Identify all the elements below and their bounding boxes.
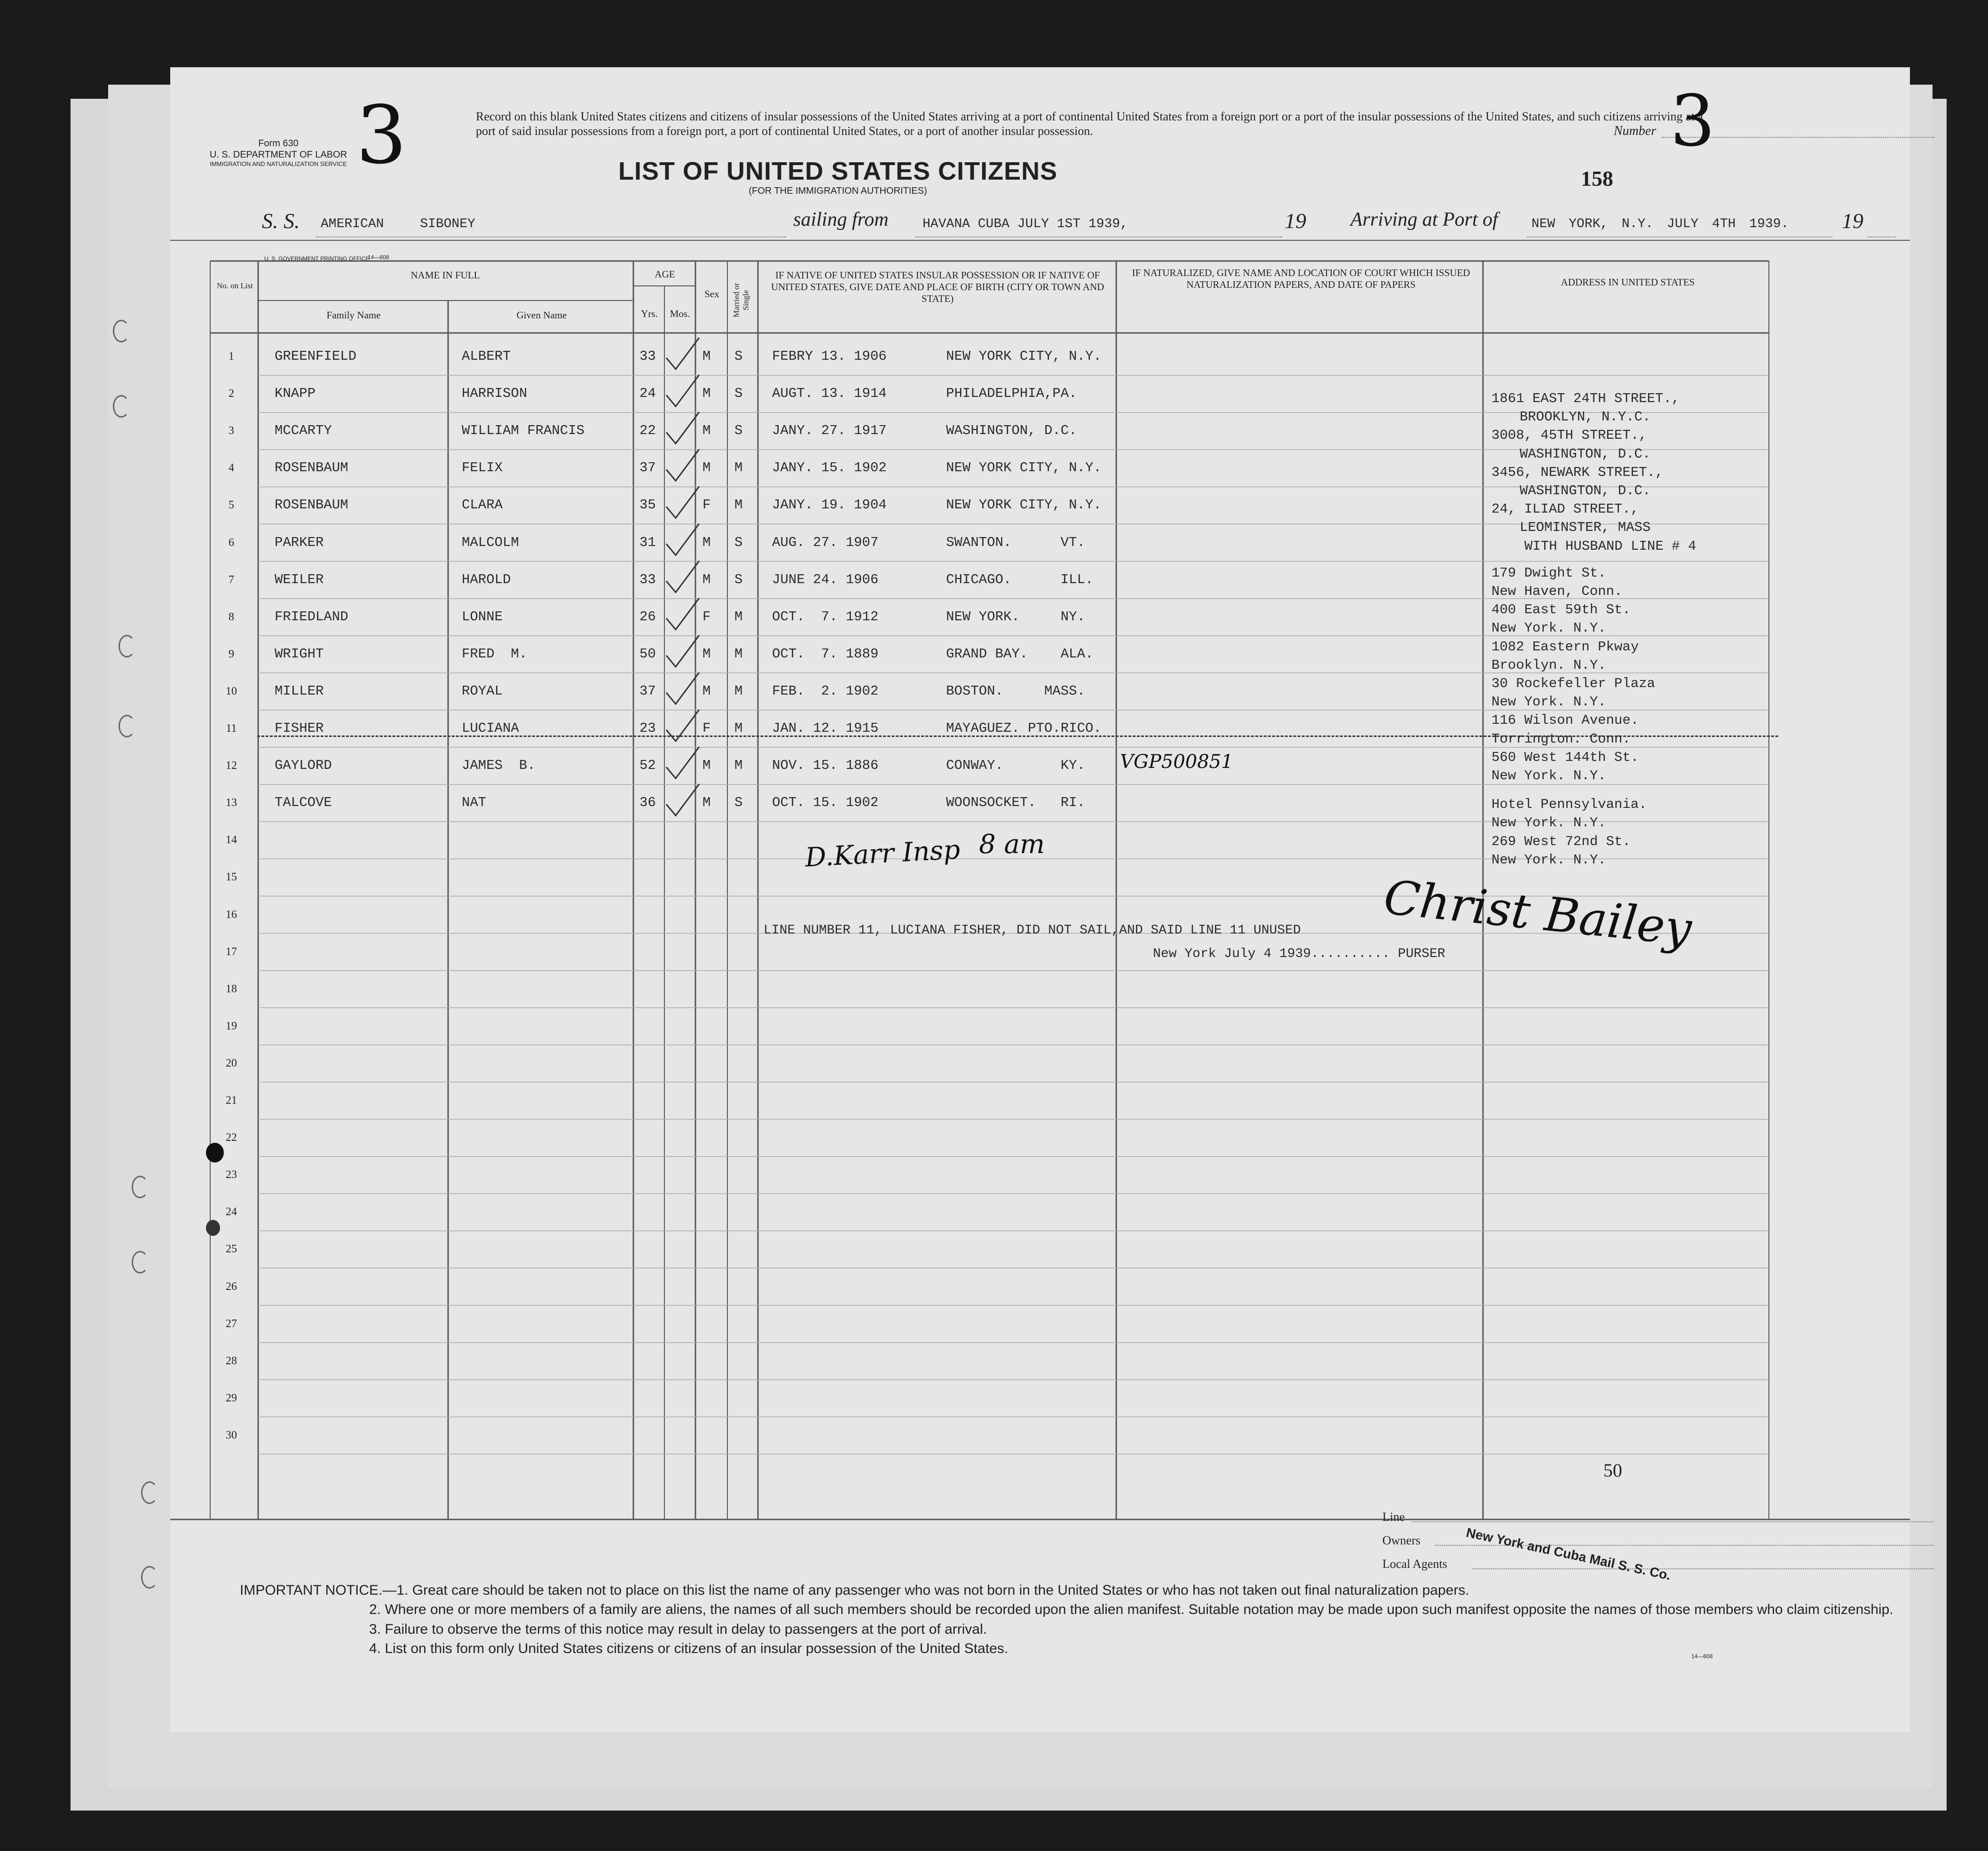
age-years: 26 — [639, 609, 656, 625]
marital-status: M — [734, 646, 743, 662]
form-title: LIST OF UNITED STATES CITIZENS — [618, 157, 1057, 185]
notice-item-3: 3. Failure to observe the terms of this notice may result in delay to passengers at the port of arrival. — [369, 1621, 987, 1637]
marital-status: M — [734, 758, 743, 774]
birth-place: NEW YORK CITY, N.Y. — [946, 497, 1102, 513]
age-years: 35 — [639, 497, 656, 513]
purser-dateline: New York July 4 1939.......... PURSER — [1153, 947, 1445, 961]
row-number: 6 — [229, 536, 234, 549]
address-line: WITH HUSBAND LINE # 4 — [1524, 538, 1696, 554]
birth-date: JANY. 27. 1917 — [772, 423, 887, 439]
sex: F — [702, 720, 711, 736]
year-suffix-1: 19 — [1285, 209, 1306, 233]
sex: M — [702, 571, 711, 587]
address-line: Hotel Pennsylvania. — [1491, 797, 1647, 813]
age-years: 23 — [639, 720, 656, 736]
check-mark — [666, 375, 699, 406]
given-name: ROYAL — [462, 683, 503, 699]
notice-item-1: IMPORTANT NOTICE.—1. Great care should be taken not to place on this list the name of any passenger who was not born in the United States or who has not taken out final naturalization papers. — [240, 1582, 1469, 1598]
sex: F — [702, 609, 711, 625]
birth-place: GRAND BAY. ALA. — [946, 646, 1094, 662]
arriving-label: Arriving at Port of — [1350, 209, 1498, 230]
marital-status: M — [734, 720, 743, 736]
given-name: FRED M. — [462, 646, 528, 662]
row-number: 9 — [229, 648, 234, 660]
header-married-single: Married or Single — [732, 283, 750, 317]
row-number: 22 — [226, 1131, 237, 1144]
header-age: AGE — [655, 269, 675, 280]
ss-label: S. S. — [262, 209, 300, 233]
punch-hole — [118, 635, 135, 657]
age-years: 33 — [639, 571, 656, 587]
birth-date: FEB. 2. 1902 — [772, 683, 879, 699]
marital-status: M — [734, 460, 743, 476]
line-dotted — [1412, 1521, 1933, 1522]
marital-status: S — [734, 534, 743, 550]
age-years: 24 — [639, 386, 656, 402]
notice-item-2: 2. Where one or more members of a family are aliens, the names of all such members should be recorded upon the alien manifest. Suitable notation may be made upon such manifest opposite the names of those members who claim citizenship. — [369, 1602, 1893, 1618]
address-line: 3456, NEWARK STREET., — [1491, 464, 1664, 480]
header-no-on-list: No. on List — [217, 281, 253, 290]
ship-name: AMERICAN SIBONEY — [321, 217, 475, 231]
family-name: GAYLORD — [275, 758, 332, 774]
punch-hole — [118, 715, 135, 737]
stamp-number: 158 — [1581, 166, 1613, 190]
address-line: New York. N.Y. — [1491, 768, 1606, 783]
header-given-name: Given Name — [516, 309, 567, 321]
family-name: FRIEDLAND — [275, 609, 348, 625]
printing-office: U. S. GOVERNMENT PRINTING OFFICE — [264, 255, 370, 262]
age-years: 50 — [639, 646, 656, 662]
sex: M — [702, 348, 711, 364]
notice-item-4: 4. List on this form only United States citizens or citizens of an insular possession of the United States. — [369, 1641, 1009, 1657]
form-subtitle: (FOR THE IMMIGRATION AUTHORITIES) — [749, 186, 927, 196]
row-number: 10 — [226, 685, 237, 697]
check-mark — [666, 598, 699, 630]
address-line: WASHINGTON, D.C. — [1520, 446, 1651, 462]
check-mark — [666, 672, 699, 704]
address-line: LEOMINSTER, MASS — [1520, 520, 1651, 536]
row-number: 7 — [229, 573, 234, 586]
line-value-stamp: New York and Cuba Mail S. S. Co. — [1465, 1525, 1672, 1583]
birth-date: AUG. 27. 1907 — [772, 534, 879, 550]
row-number: 29 — [226, 1392, 237, 1404]
family-name: MILLER — [275, 683, 324, 699]
given-name: CLARA — [462, 497, 503, 513]
row-number: 5 — [229, 499, 234, 512]
row-number: 30 — [226, 1429, 237, 1441]
ink-blot — [206, 1143, 224, 1163]
row-number: 20 — [226, 1057, 237, 1069]
sex: M — [702, 423, 711, 439]
birth-place: SWANTON. VT. — [946, 534, 1085, 550]
check-mark — [666, 524, 699, 555]
address-line: 116 Wilson Avenue. — [1491, 712, 1639, 728]
given-name: WILLIAM FRANCIS — [462, 423, 585, 439]
footer-code: 14—608 — [1691, 1653, 1713, 1660]
age-years: 31 — [639, 534, 656, 550]
age-years: 36 — [639, 795, 656, 811]
birth-date: OCT. 15. 1902 — [772, 795, 879, 811]
header-mos: Mos. — [670, 308, 690, 319]
header-family-name: Family Name — [326, 309, 381, 321]
header-address: ADDRESS IN UNITED STATES — [1561, 277, 1695, 288]
address-line: 1861 EAST 24TH STREET., — [1491, 391, 1680, 406]
check-mark — [666, 486, 699, 518]
row-number: 4 — [229, 462, 234, 475]
row-number: 12 — [226, 759, 237, 772]
check-mark — [666, 747, 699, 778]
row-number: 2 — [229, 388, 234, 400]
family-name: KNAPP — [275, 386, 316, 402]
header-naturalized: IF NATURALIZED, GIVE NAME AND LOCATION OF COURT WHICH ISSUED NATURALIZATION PAPERS, AND DATE OF PAPERS — [1132, 267, 1470, 291]
print-code: 14—608 — [368, 254, 389, 261]
age-years: 37 — [639, 460, 656, 476]
age-years: 33 — [639, 348, 656, 364]
birth-place: PHILADELPHIA,PA. — [946, 386, 1077, 402]
check-mark — [666, 449, 699, 481]
given-name: LUCIANA — [462, 720, 519, 736]
service: IMMIGRATION AND NATURALIZATION SERVICE — [210, 160, 347, 167]
owners-label: Owners — [1382, 1534, 1420, 1547]
given-name: MALCOLM — [462, 534, 519, 550]
marital-status: M — [734, 683, 743, 699]
sex: M — [702, 758, 711, 774]
address-line: 269 West 72nd St. — [1491, 833, 1631, 849]
row-number: 8 — [229, 610, 234, 623]
given-name: HAROLD — [462, 571, 511, 587]
given-name: ALBERT — [462, 348, 511, 364]
header-sex: Sex — [704, 288, 719, 300]
address-line: New York. N.Y. — [1491, 852, 1606, 868]
header-native-birth: IF NATIVE OF UNITED STATES INSULAR POSSESSION OR IF NATIVE OF UNITED STATES, GIVE DATE AND PLACE OF BIRTH (CITY OR TOWN AND STATE) — [771, 269, 1104, 305]
marital-status: S — [734, 386, 743, 402]
birth-place: MAYAGUEZ. PTO.RICO. — [946, 720, 1102, 736]
agents-label: Local Agents — [1382, 1557, 1447, 1571]
family-name: MCCARTY — [275, 423, 332, 439]
sailing-label: sailing from — [793, 209, 889, 230]
check-mark — [666, 561, 699, 593]
family-name: TALCOVE — [275, 795, 332, 811]
punch-hole — [132, 1176, 149, 1198]
address-line: 24, ILIAD STREET., — [1491, 501, 1639, 517]
sex: M — [702, 534, 711, 550]
check-mark — [666, 412, 699, 443]
number-label: Number — [1614, 124, 1657, 138]
marital-status: S — [734, 348, 743, 364]
line-label: Line — [1382, 1510, 1405, 1524]
row-number: 25 — [226, 1243, 237, 1256]
family-name: PARKER — [275, 534, 324, 550]
punch-hole — [141, 1566, 158, 1589]
year-suffix-2: 19 — [1842, 209, 1863, 233]
punch-hole — [141, 1481, 158, 1504]
birth-date: JANY. 15. 1902 — [772, 460, 887, 476]
check-mark — [666, 784, 699, 815]
form-number: Form 630 — [258, 138, 299, 149]
birth-date: JUNE 24. 1906 — [772, 571, 879, 587]
birth-date: JAN. 12. 1915 — [772, 720, 879, 736]
address-line: New Haven, Conn. — [1491, 584, 1623, 599]
birth-place: NEW YORK. NY. — [946, 609, 1085, 625]
arriving-port: NEW YORK, N.Y. JULY 4TH 1939. — [1531, 217, 1789, 231]
birth-place: BOSTON. MASS. — [946, 683, 1085, 699]
age-years: 22 — [639, 423, 656, 439]
row-number: 19 — [226, 1020, 237, 1032]
family-name: FISHER — [275, 720, 324, 736]
ink-blot — [206, 1220, 220, 1236]
department: U. S. DEPARTMENT OF LABOR — [209, 150, 347, 160]
birth-date: JANY. 19. 1904 — [772, 497, 887, 513]
sailing-from: HAVANA CUBA JULY 1ST 1939, — [923, 217, 1128, 231]
punch-hole — [113, 320, 130, 342]
birth-place: NEW YORK CITY, N.Y. — [946, 348, 1102, 364]
birth-place: CHICAGO. ILL. — [946, 571, 1094, 587]
family-name: GREENFIELD — [275, 348, 357, 364]
address-line: 1082 Eastern Pkway — [1491, 639, 1639, 655]
row-number: 27 — [226, 1317, 237, 1330]
birth-date: OCT. 7. 1912 — [772, 609, 879, 625]
address-line: Brooklyn. N.Y. — [1491, 657, 1606, 673]
birth-place: WASHINGTON, D.C. — [946, 423, 1077, 439]
marital-status: S — [734, 571, 743, 587]
check-mark — [666, 338, 699, 369]
row-number: 11 — [226, 722, 237, 735]
address-line: New York. N.Y. — [1491, 815, 1606, 831]
marital-status: S — [734, 423, 743, 439]
given-name: JAMES B. — [462, 758, 536, 774]
age-years: 52 — [639, 758, 656, 774]
given-name: HARRISON — [462, 386, 528, 402]
row-number: 16 — [226, 908, 237, 921]
birth-date: NOV. 15. 1886 — [772, 758, 879, 774]
inspector-mark: D.Karr Insp — [804, 834, 961, 873]
row-number: 24 — [226, 1206, 237, 1218]
agents-dotted — [1473, 1568, 1933, 1569]
sex: M — [702, 646, 711, 662]
address-line: 400 East 59th St. — [1491, 602, 1631, 618]
marital-status: S — [734, 795, 743, 811]
address-line: 560 West 144th St. — [1491, 749, 1639, 765]
given-name: LONNE — [462, 609, 503, 625]
birth-date: FEBRY 13. 1906 — [772, 348, 887, 364]
address-line: Torrington. Conn. — [1491, 731, 1631, 747]
row-number: 28 — [226, 1354, 237, 1367]
address-line: WASHINGTON, D.C. — [1520, 483, 1651, 498]
check-mark — [666, 635, 699, 667]
row-number: 14 — [226, 834, 237, 846]
address-line: 3008, 45TH STREET., — [1491, 427, 1647, 443]
purser-note: LINE NUMBER 11, LUCIANA FISHER, DID NOT SAIL,AND SAID LINE 11 UNUSED — [764, 923, 1301, 938]
row-number: 23 — [226, 1169, 237, 1181]
address-line: 179 Dwight St. — [1491, 565, 1606, 581]
sex: M — [702, 795, 711, 811]
family-name: WEILER — [275, 571, 324, 587]
manifest-page — [170, 67, 1910, 1732]
row-number: 17 — [226, 945, 237, 958]
header-name-in-full: NAME IN FULL — [410, 269, 480, 281]
age-years: 37 — [639, 683, 656, 699]
family-name: ROSENBAUM — [275, 460, 348, 476]
birth-place: CONWAY. KY. — [946, 758, 1085, 774]
line-11-strike — [257, 736, 1778, 737]
family-name: WRIGHT — [275, 646, 324, 662]
address-line: 30 Rockefeller Plaza — [1491, 676, 1656, 691]
header-yrs: Yrs. — [641, 308, 658, 319]
address-line: New York. N.Y. — [1491, 620, 1606, 636]
page-count: 50 — [1603, 1460, 1622, 1481]
row-number: 26 — [226, 1280, 237, 1293]
row-number: 21 — [226, 1094, 237, 1107]
given-name: FELIX — [462, 460, 503, 476]
address-line: BROOKLYN, N.Y.C. — [1520, 409, 1651, 425]
row-number: 15 — [226, 871, 237, 884]
row-number: 3 — [229, 425, 234, 437]
sex: M — [702, 386, 711, 402]
form-intro: Record on this blank United States citizens and citizens of insular possessions of the United States arriving at a port of continental United States from a foreign port or a port of the insular possessions of the United States, and such citizens arriving at a port of said insular possessions from a foreign port, a port of continental United States, or a port of another insular possession. — [476, 110, 1703, 138]
row-number: 18 — [226, 982, 237, 995]
notice-title: IMPORTANT NOTICE. — [240, 1582, 383, 1598]
punch-hole — [113, 395, 130, 418]
birth-date: OCT. 7. 1889 — [772, 646, 879, 662]
inspector-time: 8 am — [979, 829, 1045, 860]
marital-status: M — [734, 609, 743, 625]
address-line: New York. N.Y. — [1491, 694, 1606, 710]
given-name: NAT — [462, 795, 487, 811]
birth-date: AUGT. 13. 1914 — [772, 386, 887, 402]
row-number: 1 — [229, 350, 234, 363]
purser-signature: Christ Bailey — [1381, 869, 1695, 957]
naturalization-note: VGP500851 — [1120, 751, 1233, 773]
birth-place: WOONSOCKET. RI. — [946, 795, 1085, 811]
family-name: ROSENBAUM — [275, 497, 348, 513]
sex: F — [702, 497, 711, 513]
important-notice — [240, 1581, 1933, 1659]
punch-hole — [132, 1251, 149, 1274]
marital-status: M — [734, 497, 743, 513]
sex: M — [702, 460, 711, 476]
row-number: 13 — [226, 797, 237, 809]
handwritten-number: 3 — [1670, 80, 1715, 162]
birth-place: NEW YORK CITY, N.Y. — [946, 460, 1102, 476]
handwritten-sheet-number: 3 — [356, 89, 407, 182]
sex: M — [702, 683, 711, 699]
